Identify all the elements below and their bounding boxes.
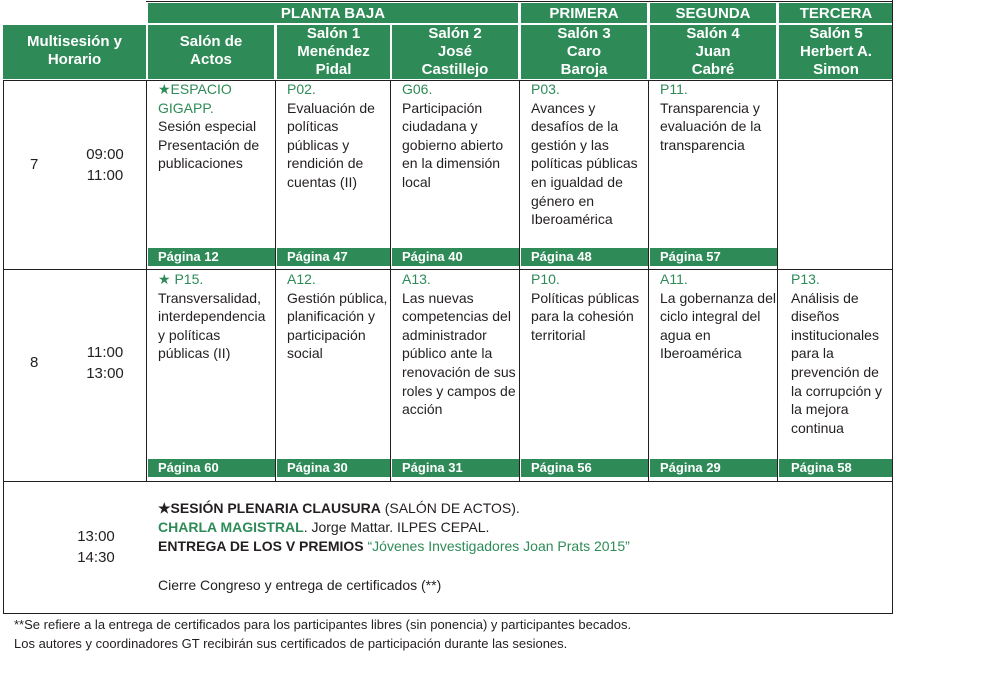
premios-line: [158, 537, 878, 556]
time-end: 11:00: [86, 167, 124, 184]
page-link[interactable]: Página 47: [277, 248, 390, 266]
session-code: P11.: [660, 81, 688, 97]
session-number: 8: [30, 354, 39, 371]
room-header-line: Salón 2: [428, 25, 482, 42]
session-title: Sesión especial Presentación de publicaciones: [158, 118, 260, 172]
session-time: [75, 342, 135, 384]
room-header-line: Baroja: [560, 61, 608, 78]
room-header-line: Caro: [566, 43, 602, 60]
page-link[interactable]: Página 30: [277, 459, 390, 477]
room-header-line: Salón 1: [306, 25, 361, 42]
charla-title: CHARLA MAGISTRAL: [158, 519, 304, 535]
room-header-line: José: [437, 43, 473, 60]
page-link[interactable]: Página 58: [779, 459, 892, 477]
room-header-line: Salón 5: [809, 25, 863, 42]
page-link[interactable]: Página 56: [521, 459, 648, 477]
time-start: 09:00: [86, 146, 124, 163]
session-code: A12.: [287, 271, 316, 287]
multisession-label-line1: Multisesión y: [26, 33, 123, 50]
session-code: A11.: [660, 271, 688, 287]
room-header-line: Simon: [813, 61, 859, 78]
room-header-salon-4: [650, 25, 776, 79]
plenary-title: ★SESIÓN PLENARIA CLAUSURA: [158, 500, 381, 516]
room-header-line: Castillejo: [421, 61, 489, 78]
session-title: Gestión pública, planificación y participación social: [287, 289, 388, 362]
closing-details: [158, 499, 878, 595]
time-end: 13:00: [86, 365, 124, 382]
floor-segunda: SEGUNDA: [650, 3, 776, 23]
session-cell: [650, 80, 777, 154]
session-code: P13.: [791, 271, 820, 287]
room-header-line: Salón 3: [557, 25, 611, 42]
session-title: Las nuevas competencias del administrador público ante la renovación de sus roles y campos de acción: [402, 289, 516, 418]
session-code: ★ESPACIO GIGAPP.: [158, 81, 232, 116]
session-title: Avances y desafíos de la gestión y las políticas públicas en igualdad de género en Iberoamérica: [531, 99, 638, 228]
session-title: Análisis de diseños institucionales para la prevención de la corrupción y la mejora continua: [791, 289, 883, 436]
closing-time: [66, 526, 126, 568]
session-code: A13.: [402, 271, 431, 287]
page-link[interactable]: Página 60: [148, 459, 275, 477]
session-code: ★ P15.: [158, 271, 204, 287]
room-header-line: Herbert A.: [800, 43, 872, 60]
session-code: P03.: [531, 81, 560, 97]
room-header-line: Juan: [695, 43, 731, 60]
session-time: [75, 144, 135, 186]
multisession-label-line2: Horario: [47, 51, 102, 68]
room-header-line: Pidal: [315, 61, 352, 78]
room-header-line: Salón de: [179, 33, 243, 50]
session-title: Participación ciudadana y gobierno abierto en la dimensión local: [402, 99, 504, 190]
room-header-line: Menéndez: [297, 43, 370, 60]
time-start: 11:00: [86, 344, 124, 361]
room-header-salon-3: [521, 25, 647, 79]
session-number: 7: [30, 156, 39, 173]
charla-line: [158, 518, 878, 537]
session-cell: [277, 270, 390, 363]
plenary-line: [158, 499, 878, 518]
page-link[interactable]: Página 48: [521, 248, 648, 266]
session-cell: [148, 80, 275, 173]
session-cell: [148, 270, 275, 363]
session-cell: [521, 80, 648, 229]
session-code: P02.: [287, 81, 316, 97]
time-start: 13:00: [77, 528, 115, 545]
floor-tercera: TERCERA: [779, 3, 893, 23]
room-header-salon-actos: [148, 25, 274, 79]
session-title: Transversalidad, interdependencia y políticas públicas (II): [158, 289, 266, 362]
session-cell: [392, 80, 519, 192]
session-cell: [392, 270, 519, 419]
page-link[interactable]: Página 12: [148, 248, 275, 266]
room-header-salon-2: [392, 25, 518, 79]
session-cell: [650, 270, 777, 363]
page-link[interactable]: Página 29: [650, 459, 777, 477]
footnote-2: Los autores y coordinadores GT recibirán sus certificados de participación durante las sesiones.: [14, 636, 568, 651]
premios-title: ENTREGA DE LOS V PREMIOS: [158, 538, 368, 554]
session-title: Evaluación de políticas públicas y rendición de cuentas (II): [287, 99, 375, 190]
session-title: Transparencia y evaluación de la transparencia: [660, 99, 762, 153]
page-link[interactable]: Página 57: [650, 248, 777, 266]
room-header-line: Actos: [190, 51, 232, 68]
room-header-line: Cabré: [691, 61, 735, 78]
room-header-salon-1: [277, 25, 390, 79]
room-header-line: Salón 4: [686, 25, 740, 42]
page-link[interactable]: Página 40: [392, 248, 519, 266]
session-title: La gobernanza del ciclo integral del agua en Iberoamérica: [660, 289, 776, 362]
floor-planta-baja: PLANTA BAJA: [148, 3, 518, 23]
session-code: P10.: [531, 271, 560, 287]
premios-name: “Jóvenes Investigadores Joan Prats 2015”: [367, 538, 630, 554]
session-cell: [277, 80, 390, 192]
time-end: 14:30: [77, 549, 115, 566]
session-cell: [521, 270, 648, 344]
cierre-line: Cierre Congreso y entrega de certificados (**): [158, 577, 442, 593]
session-title: Políticas públicas para la cohesión territorial: [531, 289, 640, 343]
charla-speaker: . Jorge Mattar. ILPES CEPAL.: [303, 519, 490, 535]
room-header-salon-5: [779, 25, 893, 79]
plenary-location: (SALÓN DE ACTOS).: [380, 500, 520, 516]
session-cell: [779, 270, 892, 437]
multisession-header: [3, 25, 146, 79]
floor-primera: PRIMERA: [521, 3, 647, 23]
footnote-1: **Se refiere a la entrega de certificados para los participantes libres (sin ponencia) y participantes becados.: [14, 617, 632, 632]
session-code: G06.: [402, 81, 433, 97]
page-link[interactable]: Página 31: [392, 459, 519, 477]
